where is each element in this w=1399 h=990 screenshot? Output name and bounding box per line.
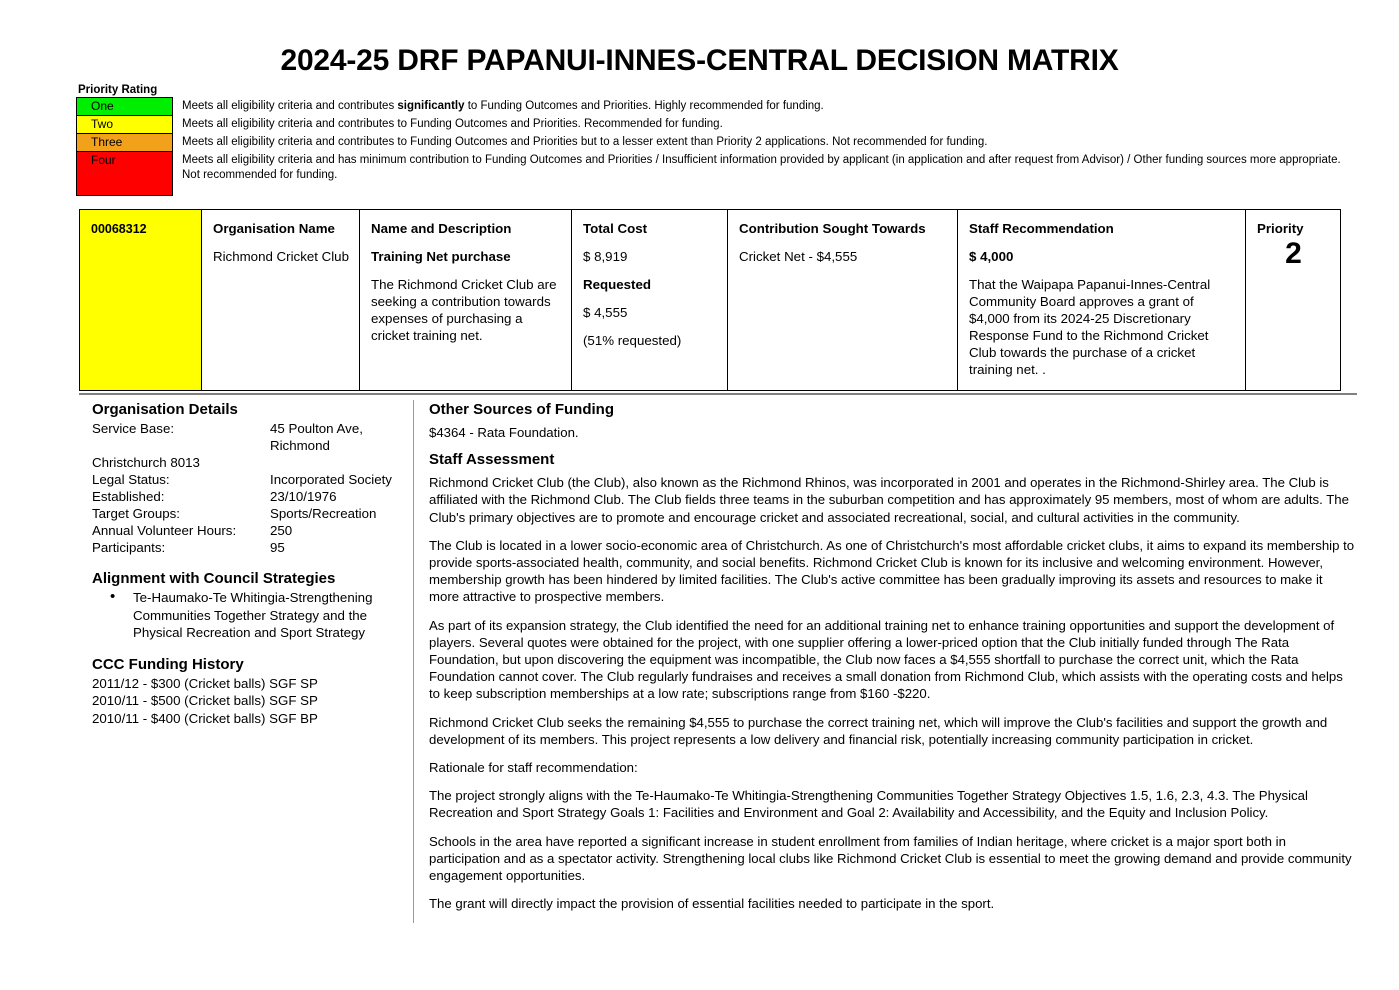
priority-rating-legend [76, 84, 1356, 196]
section-divider [79, 393, 1357, 395]
organisation-details-heading: Organisation Details [92, 401, 238, 418]
other-sources-text: $4364 - Rata Foundation. [429, 425, 579, 440]
priority-value: 2 [1285, 237, 1302, 270]
detail-row-legal-status [92, 471, 401, 488]
organisation-name-value: Richmond Cricket Club [213, 249, 349, 264]
contribution-sought-cell [728, 210, 958, 391]
application-id-cell [80, 210, 202, 391]
staff-assessment-heading: Staff Assessment [429, 451, 555, 469]
total-cost-value: $ 8,919 [583, 249, 628, 264]
legend-row-two [77, 116, 1356, 134]
detail-row-established [92, 488, 401, 505]
detail-label: Annual Volunteer Hours: [92, 523, 237, 538]
column-header-total-cost: Total Cost [583, 221, 648, 236]
contribution-sought-value: Cricket Net - $4,555 [739, 249, 858, 264]
page-title: 2024-25 DRF PAPANUI-INNES-CENTRAL DECISION MATRIX [280, 44, 1119, 77]
project-description: The Richmond Cricket Club are seeking a contribution towards expenses of purchasing a cricket training net. [371, 277, 557, 343]
recommendation-text: That the Waipapa Papanui-Innes-Central Community Board approves a grant of $4,000 from its 2024-25 Discretionary Response Fund to the Richmond Cricket Club towards the purchase of a cricket training net. . [969, 277, 1211, 377]
alignment-list [92, 589, 401, 642]
legend-description-one [173, 98, 1356, 116]
assessment-paragraph: Richmond Cricket Club (the Club), also known as the Richmond Rhinos, was incorporated in 2001 and operates in the Richmond-Shirley area. The Club is affiliated with the Richmond Club. The Club fields three teams in the suburban competition and has approximately 95 members, most of whom are adults. The Club's primary objectives are to promote and encourage cricket and associated recreational, social, and cultural activities in the community. [429, 475, 1349, 525]
assessment-paragraph: Schools in the area have reported a significant increase in student enrollment from families of Indian heritage, where cricket is a major sport both in participation and as a spectator activity. Strengthening local clubs like Richmond Cricket Club is essential to meet the growing demand and provide community engagement opportunities. [429, 833, 1352, 884]
assessment-paragraph: Richmond Cricket Club seeks the remaining $4,555 to purchase the correct training net, which will improve the Club's facilities and support the growth and development of its members. This project represents a low delivery and financial risk, potentially increasing community participation in cricket. [429, 714, 1328, 747]
decision-matrix-table [79, 209, 1341, 391]
list-item: 2010/11 - $400 (Cricket balls) SGF BP [92, 710, 318, 726]
legend-swatch-one: One [77, 98, 173, 116]
legend-swatch-three: Three [77, 134, 173, 152]
legend-text-one-bold: significantly [397, 99, 465, 112]
total-cost-cell [572, 210, 728, 391]
detail-value: 250 [270, 523, 293, 538]
detail-label: Target Groups: [92, 506, 180, 521]
detail-value: 45 Poulton Ave, Richmond [270, 421, 363, 453]
name-description-cell [360, 210, 572, 391]
legend-row-four [77, 152, 1356, 196]
column-header-name-description: Name and Description [371, 221, 512, 236]
list-item: • Te-Haumako-Te Whitingia-Strengthening Communities Together Strategy and the Physical Recreation and Sport Strategy [110, 589, 401, 642]
priority-cell [1246, 210, 1341, 391]
detail-right-column [413, 400, 1359, 923]
legend-description-two: Meets all eligibility criteria and contributes to Funding Outcomes and Priorities. Recommended for funding. [182, 117, 723, 130]
detail-value: Incorporated Society [270, 472, 392, 487]
detail-row-participants [92, 539, 401, 556]
list-item: 2010/11 - $500 (Cricket balls) SGF SP [92, 693, 318, 708]
detail-row-volunteer-hours [92, 522, 401, 539]
column-header-contribution-sought: Contribution Sought Towards [739, 221, 926, 236]
detail-section [79, 400, 1359, 923]
rationale-label: Rationale for staff recommendation: [429, 760, 638, 776]
assessment-paragraph: The Club is located in a lower socio-economic area of Christchurch. As one of Christchurch's most affordable cricket clubs, it aims to expand its membership to provide sports-associated health, community, and social benefits. Richmond Cricket Club is known for its inclusive and welcoming environment. However, membership growth has been hindered by limited facilities. The Club's active committee has been gradually improving its assets and resources to make it more attractive to prospective members. [429, 537, 1355, 605]
recommended-amount: $ 4,000 [969, 249, 1014, 264]
column-header-staff-recommendation: Staff Recommendation [969, 221, 1114, 236]
project-name: Training Net purchase [371, 249, 511, 264]
detail-value: 95 [270, 540, 285, 555]
assessment-paragraph: The grant will directly impact the provision of essential facilities needed to participate in the sport. [429, 896, 995, 912]
application-id: 00068312 [91, 222, 147, 236]
legend-description-three: Meets all eligibility criteria and contributes to Funding Outcomes and Priorities but to a lesser extent than Priority 2 applications. Not recommended for funding. [182, 135, 988, 148]
detail-value: 23/10/1976 [270, 489, 337, 504]
detail-label: Established: [92, 489, 165, 504]
detail-row-target-groups [92, 505, 401, 522]
assessment-paragraph: The project strongly aligns with the Te-Haumako-Te Whitingia-Strengthening Communities Together Strategy Objectives 1.5, 1.6, 2.3, 4.3. The Physical Recreation and Sport Strategy Goals 1: Facilities and Environment and Goal 2: Availability and Accessibility, and the Equity and Inclusion Policy. [429, 788, 1308, 821]
detail-left-column [79, 400, 413, 923]
legend-swatch-four: Four [77, 152, 173, 196]
legend-text-one-before: Meets all eligibility criteria and contributes [182, 99, 398, 112]
column-header-organisation-name: Organisation Name [213, 221, 335, 236]
legend-description-four: Meets all eligibility criteria and has minimum contribution to Funding Outcomes and Priorities / Insufficient information provided by applicant (in application and after request from Advisor) / Other funding sources more appropriate. Not recommended for funding. [182, 153, 1341, 181]
assessment-paragraph: As part of its expansion strategy, the Club identified the need for an additional training net to enhance training opportunities and support the development of players. Several quotes were obtained for the project, with one supplier offering a lower-priced option that the Club initially funded through The Rata Foundation, but upon discovering the equipment was incompatible, the Club now faces a $4,555 shortfall to purchase the correct unit, which the Rata Foundation cannot cover. The Club regularly fundraises and receives a small donation from Richmond Club, which assists with the operating costs and helps to keep subscription memberships at a low rate; subscriptions range from $160 -$220. [429, 617, 1343, 702]
legend-table [76, 97, 1356, 196]
legend-row-three [77, 134, 1356, 152]
funding-history-heading: CCC Funding History [92, 655, 244, 673]
organisation-name-cell [202, 210, 360, 391]
detail-label: Legal Status: [92, 472, 170, 487]
detail-value: Sports/Recreation [270, 506, 377, 521]
column-header-priority: Priority [1257, 221, 1304, 236]
legend-caption: Priority Rating [78, 84, 158, 96]
detail-label: Participants: [92, 540, 166, 555]
legend-row-one [77, 98, 1356, 116]
requested-label: Requested [583, 277, 651, 292]
alignment-heading: Alignment with Council Strategies [92, 570, 336, 587]
table-row [80, 210, 1341, 391]
staff-recommendation-cell [958, 210, 1246, 391]
other-sources-heading: Other Sources of Funding [429, 401, 615, 418]
list-item: 2011/12 - $300 (Cricket balls) SGF SP [92, 675, 318, 691]
detail-label: Service Base: [92, 421, 175, 436]
decision-matrix-table-wrap [79, 209, 1340, 391]
requested-amount: $ 4,555 [583, 305, 628, 320]
detail-row-service-base [92, 420, 401, 454]
legend-swatch-two: Two [77, 116, 173, 134]
legend-text-one-after: to Funding Outcomes and Priorities. Highly recommended for funding. [464, 99, 824, 112]
requested-percent: (51% requested) [583, 333, 682, 348]
detail-address-line: Christchurch 8013 [92, 455, 200, 470]
